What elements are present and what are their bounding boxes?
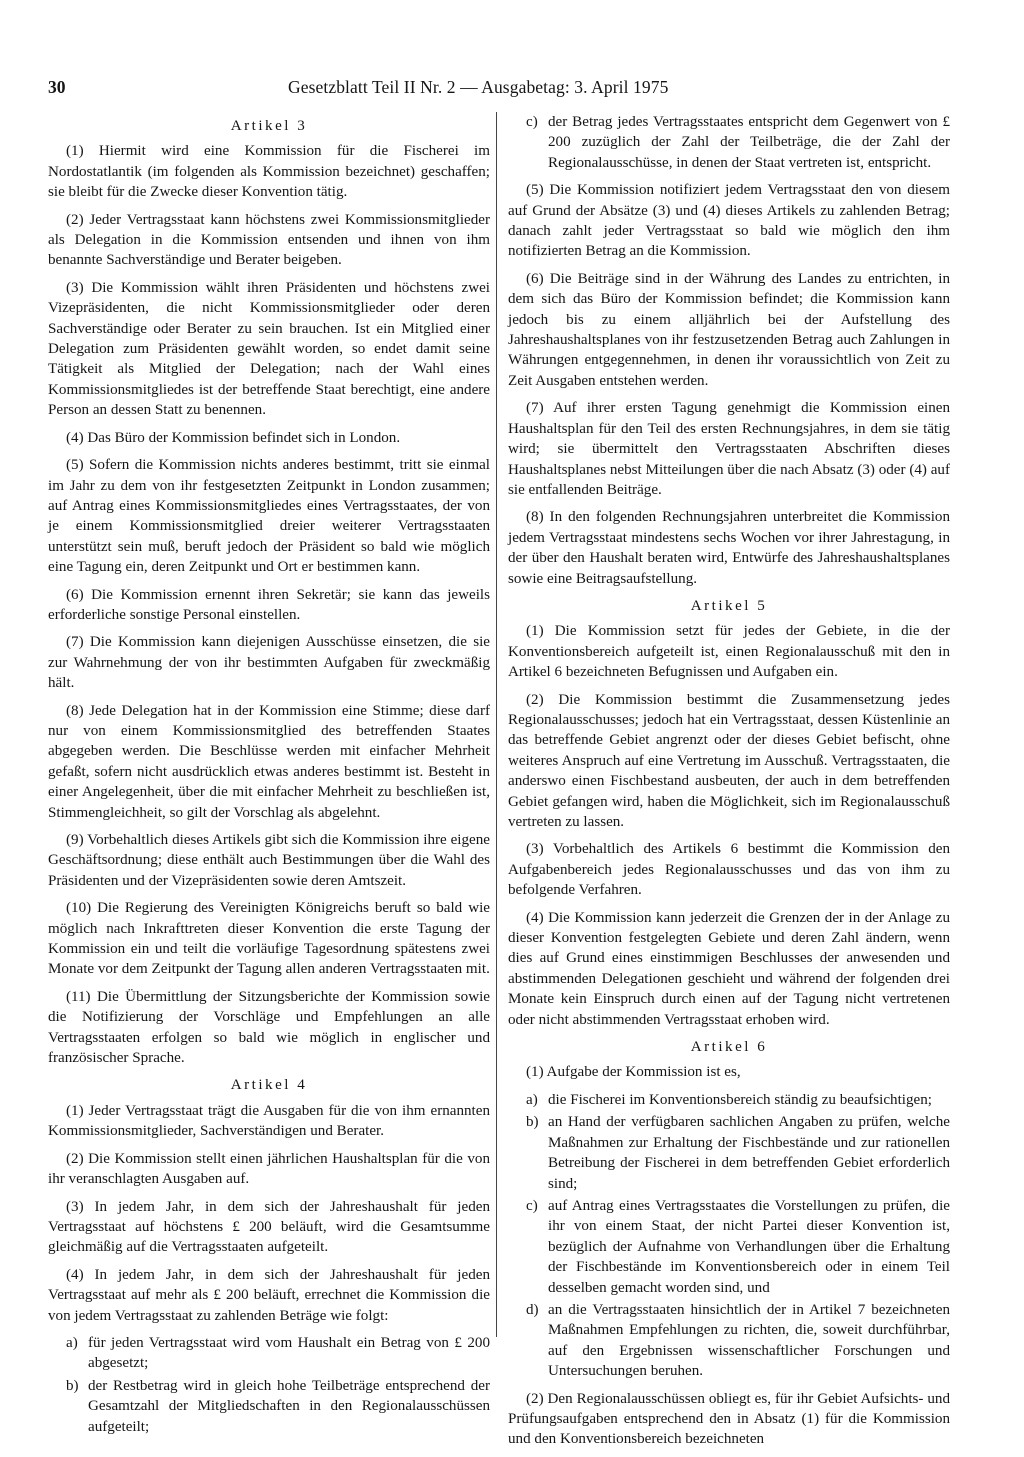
article-3-paragraph-1: (1) Hiermit wird eine Kommission für die Fischerei im Nordostatlantik (im folgenden als Kommission bezeichnet) geschaffen; sie bleibt für die Zwecke dieser Konvention tätig. <box>48 143 490 201</box>
article-6-item-c <box>508 1196 950 1298</box>
column-divider <box>496 112 497 1337</box>
item-marker: a) <box>526 1091 538 1108</box>
article-4-paragraph-7: (7) Auf ihrer ersten Tagung genehmigt die Kommission einen Haushaltsplan für den Teil des ersten Rechnungsjahres, in dem sie tätig wird; sie übermittelt den Vertragsstaaten Abschriften dieses Haushaltsplanes nebst Mitteilungen über die nach Absatz (3) oder (4) auf sie entfallenden Beiträge. <box>508 400 950 498</box>
article-4-heading: Artikel 4 <box>230 1077 308 1094</box>
article-3-paragraph-5: (5) Sofern die Kommission nichts anderes bestimmt, tritt sie einmal im Jahr zu dem von ihr festgesetzten Zeitpunkt in London zusammen; auf Antrag eines Kommissionsmitgliedes eines Vertragsstaates, der von je einem Kommissionsmitglied dreier weiterer Vertragsstaaten unterstützt sein muß, beruft jedoch der Präsident so bald wie möglich eine Tagung ein, deren Zeitpunkt und Ort er bestimmen kann. <box>48 457 490 576</box>
item-marker: b) <box>66 1377 79 1394</box>
item-marker: c) <box>526 114 538 130</box>
item-text: auf Antrag eines Vertragsstaates die Vorstellungen zu prüfen, die ihr von einem Staat, der nicht Partei dieser Konvention ist, bezüglich der Aufnahme von Verhandlungen über die Erhaltung der Fischbestände im Konventionsbereich oder in einem Teil desselben gemacht worden sind, und <box>548 1197 950 1296</box>
page-number: 30 <box>48 77 66 97</box>
item-marker: d) <box>526 1301 539 1318</box>
article-6-item-b <box>508 1112 950 1194</box>
item-text: die Fischerei im Konventionsbereich ständig zu beaufsichtigen; <box>548 1091 932 1108</box>
article-3-paragraph-2: (2) Jeder Vertragsstaat kann höchstens zwei Kommissionsmitglieder als Delegation in die Kommission entsenden und ihnen von ihm benannte Sachverständige und Berater beigeben. <box>48 211 490 269</box>
article-5-paragraph-1: (1) Die Kommission setzt für jedes der Gebiete, in die der Konventionsbereich aufgeteilt ist, einen Regionalausschuß mit den in Artikel 6 bezeichneten Befugnissen und Aufgaben ein. <box>508 623 950 681</box>
item-text: der Restbetrag wird in gleich hohe Teilbeträge entsprechend der Gesamtzahl der Mitgliedschaften in den Regionalausschüssen aufgeteilt; <box>88 1377 490 1435</box>
item-text: an Hand der verfügbaren sachlichen Angaben zu prüfen, welche Maßnahmen zur Erhaltung der Fischbestände und zur rationellen Betreibung der Fischerei in dem betreffenden Gebiet erforderlich sind; <box>548 1114 950 1192</box>
article-3-heading: Artikel 3 <box>230 118 308 134</box>
article-4-paragraph-1: (1) Jeder Vertragsstaat trägt die Ausgaben für die von ihm ernannten Kommissionsmitglieder, Sachverständigen und Berater. <box>48 1102 490 1140</box>
item-text: der Betrag jedes Vertragsstaates entspricht dem Gegenwert von £ 200 zuzüglich der Zahl der Teilbeträge, die der Zahl der Regionalausschüsse, in denen der Staat vertreten ist, entspricht. <box>548 114 950 171</box>
page-header <box>48 74 990 100</box>
article-5-heading: Artikel 5 <box>690 597 768 614</box>
article-3-paragraph-6: (6) Die Kommission ernennt ihren Sekretär; sie kann das jeweils erforderliche sonstige Personal einstellen. <box>48 586 490 623</box>
running-head: Gesetzblatt Teil II Nr. 2 — Ausgabetag: 3. April 1975 <box>288 77 669 97</box>
article-3-paragraph-8: (8) Jede Delegation hat in der Kommission eine Stimme; diese darf nur von einem Kommissionsmitglied des betreffenden Staates abgegeben werden. Die Beschlüsse werden mit einfacher Mehrheit gefaßt, sofern nicht ausdrücklich etwas anderes bestimmt ist. Besteht in einer Angelegenheit, über die mit einfacher Mehrheit zu beschließen ist, Stimmengleichheit, so gilt der Vorschlag als abgelehnt. <box>48 702 490 821</box>
article-5-paragraph-3: (3) Vorbehaltlich des Artikels 6 bestimmt die Kommission den Aufgabenbereich jedes Regionalausschusses und das von ihm zu befolgende Verfahren. <box>508 841 950 899</box>
item-marker: a) <box>66 1334 78 1351</box>
article-6-paragraph-2: (2) Den Regionalausschüssen obliegt es, für ihr Gebiet Aufsichts- und Prüfungsaufgaben entsprechend den in Absatz (1) für die Kommission und den Konventionsbereich bezeichneten <box>508 1390 950 1448</box>
left-column <box>48 112 490 1439</box>
article-4-paragraph-8: (8) In den folgenden Rechnungsjahren unterbreitet die Kommission jedem Vertragsstaat mindestens sechs Wochen vor ihrer Jahrestagung, in der über den Haushalt beraten wird, Entwürfe des Jahreshaushaltsplanes sowie eine Beitragsaufstellung. <box>508 509 950 587</box>
article-3-paragraph-7: (7) Die Kommission kann diejenigen Ausschüsse einsetzen, die sie zur Wahrnehmung der von ihr bestimmten Aufgaben für zweckmäßig hält. <box>48 634 490 692</box>
article-3-paragraph-10: (10) Die Regierung des Vereinigten Königreichs beruft so bald wie möglich nach Inkrafttreten dieser Konvention die erste Tagung der Kommission ein und teilt die vorläufige Tagesordnung spätestens zwei Monate vor dem Zeitpunkt der Tagung allen anderen Vertragsstaaten mit. <box>48 900 490 978</box>
item-marker: c) <box>526 1197 538 1214</box>
article-4-paragraph-5: (5) Die Kommission notifiziert jedem Vertragsstaat den von diesem auf Grund der Absätze (3) und (4) dieses Artikels zu zahlenden Betrag; danach zahlt jeder Vertragsstaat so bald wie möglich den ihm notifizierten Betrag an die Kommission. <box>508 182 950 260</box>
item-text: an die Vertragsstaaten hinsichtlich der in Artikel 7 bezeichneten Maßnahmen Empfehlungen zu richten, die, soweit durchführbar, auf den Ergebnissen wissenschaftlicher Forschungen und Untersuchungen beruhen. <box>548 1301 950 1380</box>
article-4-item-b <box>48 1376 490 1437</box>
article-4-paragraph-6: (6) Die Beiträge sind in der Währung des Landes zu entrichten, in dem sich das Büro der Kommission befindet; die Kommission kann jedoch bis zu einem alljährlich bei der Aufstellung des Jahreshaushaltsplanes von ihr festzusetzenden Betrag auch Zahlungen in Währungen entgegennehmen, in denen ihr voraussichtlich von Zeit zu Zeit Ausgaben entstehen werden. <box>508 270 950 389</box>
article-3-paragraph-4: (4) Das Büro der Kommission befindet sich in London. <box>66 429 401 446</box>
article-5-paragraph-4: (4) Die Kommission kann jederzeit die Grenzen der in der Anlage zu dieser Konvention festgelegten Gebiete und deren Zahl ändern, wenn dies auf Grund eines einstimmigen Beschlusses der anwesenden und abstimmenden Delegationen geschieht und während der folgenden drei Monate kein Einspruch durch einen auf der Tagung nicht vertretenen oder nicht abstimmenden Vertragsstaat erhoben wird. <box>508 909 950 1028</box>
article-3-paragraph-3: (3) Die Kommission wählt ihren Präsidenten und höchstens zwei Vizepräsidenten, die nicht Kommissionsmitglieder oder deren Sachverständige oder Berater zu sein brauchen. Ist ein Mitglied einer Delegation zum Präsidenten gewählt worden, so endet damit seine Tätigkeit als Mitglied der Delegation; nach der Wahl eines Kommissionsmitgliedes ist der betreffende Staat berechtigt, eine andere Person an dessen Statt zu benennen. <box>48 279 490 419</box>
item-marker: b) <box>526 1114 539 1131</box>
article-5-paragraph-2: (2) Die Kommission bestimmt die Zusammensetzung jedes Regionalausschusses; jedoch hat ein Vertragsstaat, dessen Küstenlinie an das betreffende Gebiet angrenzt oder der dieses Gebiet befischt, ohne weiteres Anspruch auf eine Vertretung im Ausschuß. Vertragsstaaten, die anderswo einen Fischbestand ausbeuten, der auch in dem betreffenden Gebiet gefangen wird, haben die Möglichkeit, sich im Regionalausschuß vertreten zu lassen. <box>508 691 950 830</box>
article-6-heading: Artikel 6 <box>690 1039 768 1056</box>
article-6-item-d <box>508 1300 950 1382</box>
article-4-paragraph-2: (2) Die Kommission stellt einen jährlichen Haushaltsplan für die von ihr veranschlagten Ausgaben auf. <box>48 1150 490 1188</box>
article-4-paragraph-3: (3) In jedem Jahr, in dem sich der Jahreshaushalt für jeden Vertragsstaat auf höchstens £ 200 beläuft, wird die Gesamtsumme gleichmäßig auf die Vertragsstaaten aufgeteilt. <box>48 1198 490 1256</box>
article-4-paragraph-4: (4) In jedem Jahr, in dem sich der Jahreshaushalt für jeden Vertragsstaat auf mehr als £ 200 beläuft, errechnet die Kommission die von jedem Vertragsstaat zu zahlenden Beträge wie folgt: <box>48 1266 490 1324</box>
article-3-paragraph-11: (11) Die Übermittlung der Sitzungsberichte der Kommission sowie die Notifizierung der Vorschläge und Empfehlungen an alle Vertragsstaaten erfolgen so bald wie möglich in englischer und französischer Sprache. <box>48 988 490 1067</box>
article-6-paragraph-1: (1) Aufgabe der Kommission ist es, <box>526 1064 741 1081</box>
article-4-item-a <box>48 1333 490 1374</box>
article-3-paragraph-9: (9) Vorbehaltlich dieses Artikels gibt sich die Kommission ihre eigene Geschäftsordnung; diese enthält auch Bestimmungen über die Wahl des Präsidenten und der Vizepräsidenten sowie deren Amtszeit. <box>48 832 490 889</box>
article-6-item-a <box>508 1090 950 1110</box>
right-column <box>508 112 950 1457</box>
article-4-item-c <box>508 112 950 173</box>
item-text: für jeden Vertragsstaat wird vom Haushalt ein Betrag von £ 200 abgesetzt; <box>88 1334 490 1372</box>
